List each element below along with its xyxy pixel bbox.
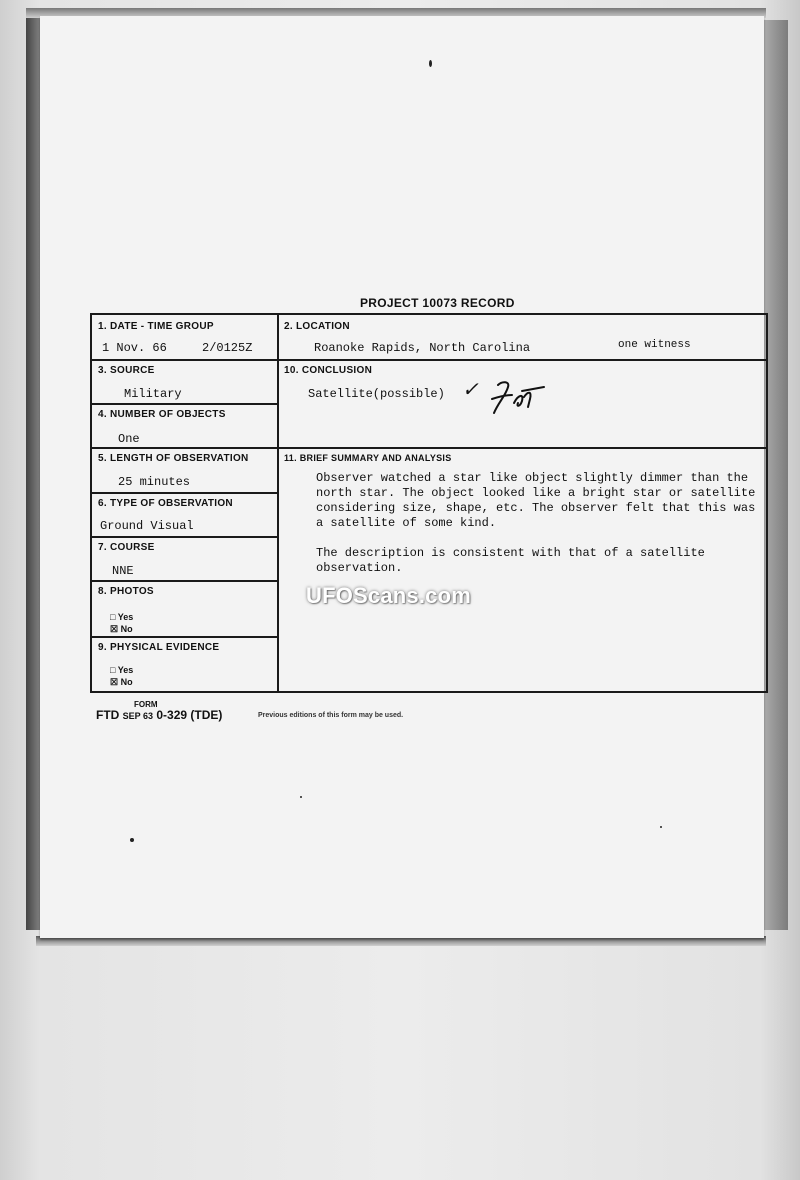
number-of-objects-value: One (118, 432, 140, 446)
summary-paragraph: Observer watched a star like object slightly dimmer than the north star. The object looked like a bright star or satellite considering size, shape, etc. The observer felt that this was a satellite of some kind. (316, 471, 756, 530)
dust-speck (429, 60, 432, 67)
row-divider (92, 636, 278, 638)
photos-yes-option (110, 612, 133, 622)
location-label: 2. LOCATION (284, 321, 350, 332)
check-mark: ✓ (462, 377, 479, 401)
checkbox-empty-icon: □ (110, 665, 116, 675)
checkbox-empty-icon: □ (110, 612, 116, 622)
brief-summary-label: 11. BRIEF SUMMARY AND ANALYSIS (284, 453, 452, 463)
checkbox-checked-icon: ☒ (110, 624, 119, 634)
dust-speck (660, 826, 662, 828)
number-of-objects-label: 4. NUMBER OF OBJECTS (98, 409, 226, 420)
form-title: PROJECT 10073 RECORD (360, 296, 515, 310)
row-divider (92, 492, 278, 494)
conclusion-value: Satellite(possible) (308, 387, 445, 401)
location-value: Roanoke Rapids, North Carolina (314, 341, 531, 355)
brief-summary-text (316, 471, 756, 591)
form-date: SEP 63 (122, 711, 154, 721)
source-value: Military (124, 387, 182, 401)
type-of-observation-label: 6. TYPE OF OBSERVATION (98, 498, 233, 509)
form-word: FORM (134, 700, 158, 709)
conclusion-label: 10. CONCLUSION (284, 365, 373, 376)
checkbox-checked-icon: ☒ (110, 677, 119, 687)
date-time-group-label: 1. DATE - TIME GROUP (98, 321, 214, 332)
form-code (96, 708, 222, 722)
previous-editions-note: Previous editions of this form may be used. (258, 712, 404, 719)
photos-label: 8. PHOTOS (98, 586, 154, 597)
time-value: 2/0125Z (202, 341, 253, 355)
document-page (40, 16, 764, 938)
row-divider (92, 403, 278, 405)
date-value: 1 Nov. 66 (102, 341, 167, 355)
physical-evidence-label: 9. PHYSICAL EVIDENCE (98, 642, 220, 653)
photos-yes-label: Yes (117, 612, 134, 622)
row-divider (92, 536, 278, 538)
record-form (90, 313, 768, 693)
physical-evidence-no-option (110, 677, 133, 688)
form-number: 0-329 (TDE) (156, 708, 223, 722)
reviewer-initials-signature (488, 377, 550, 419)
type-of-observation-value: Ground Visual (100, 519, 194, 533)
photos-no-option (110, 624, 133, 635)
form-code-prefix: FTD (96, 708, 120, 722)
dust-speck (300, 796, 302, 798)
length-of-observation-value: 25 minutes (118, 475, 191, 489)
photos-no-label: No (120, 624, 133, 634)
physical-evidence-no-label: No (120, 677, 133, 687)
watermark: UFOScans.com (306, 583, 472, 608)
length-of-observation-label: 5. LENGTH OF OBSERVATION (98, 453, 249, 464)
witness-count: one witness (618, 339, 691, 351)
course-label: 7. COURSE (98, 542, 155, 553)
column-divider (277, 315, 279, 691)
physical-evidence-yes-label: Yes (117, 665, 134, 675)
course-value: NNE (112, 564, 134, 578)
summary-paragraph: The description is consistent with that of a satellite observation. (316, 546, 705, 575)
row-divider (92, 447, 768, 449)
row-divider (92, 359, 768, 361)
dust-speck (130, 838, 134, 842)
physical-evidence-yes-option (110, 665, 133, 675)
source-label: 3. SOURCE (98, 365, 155, 376)
row-divider (92, 580, 278, 582)
